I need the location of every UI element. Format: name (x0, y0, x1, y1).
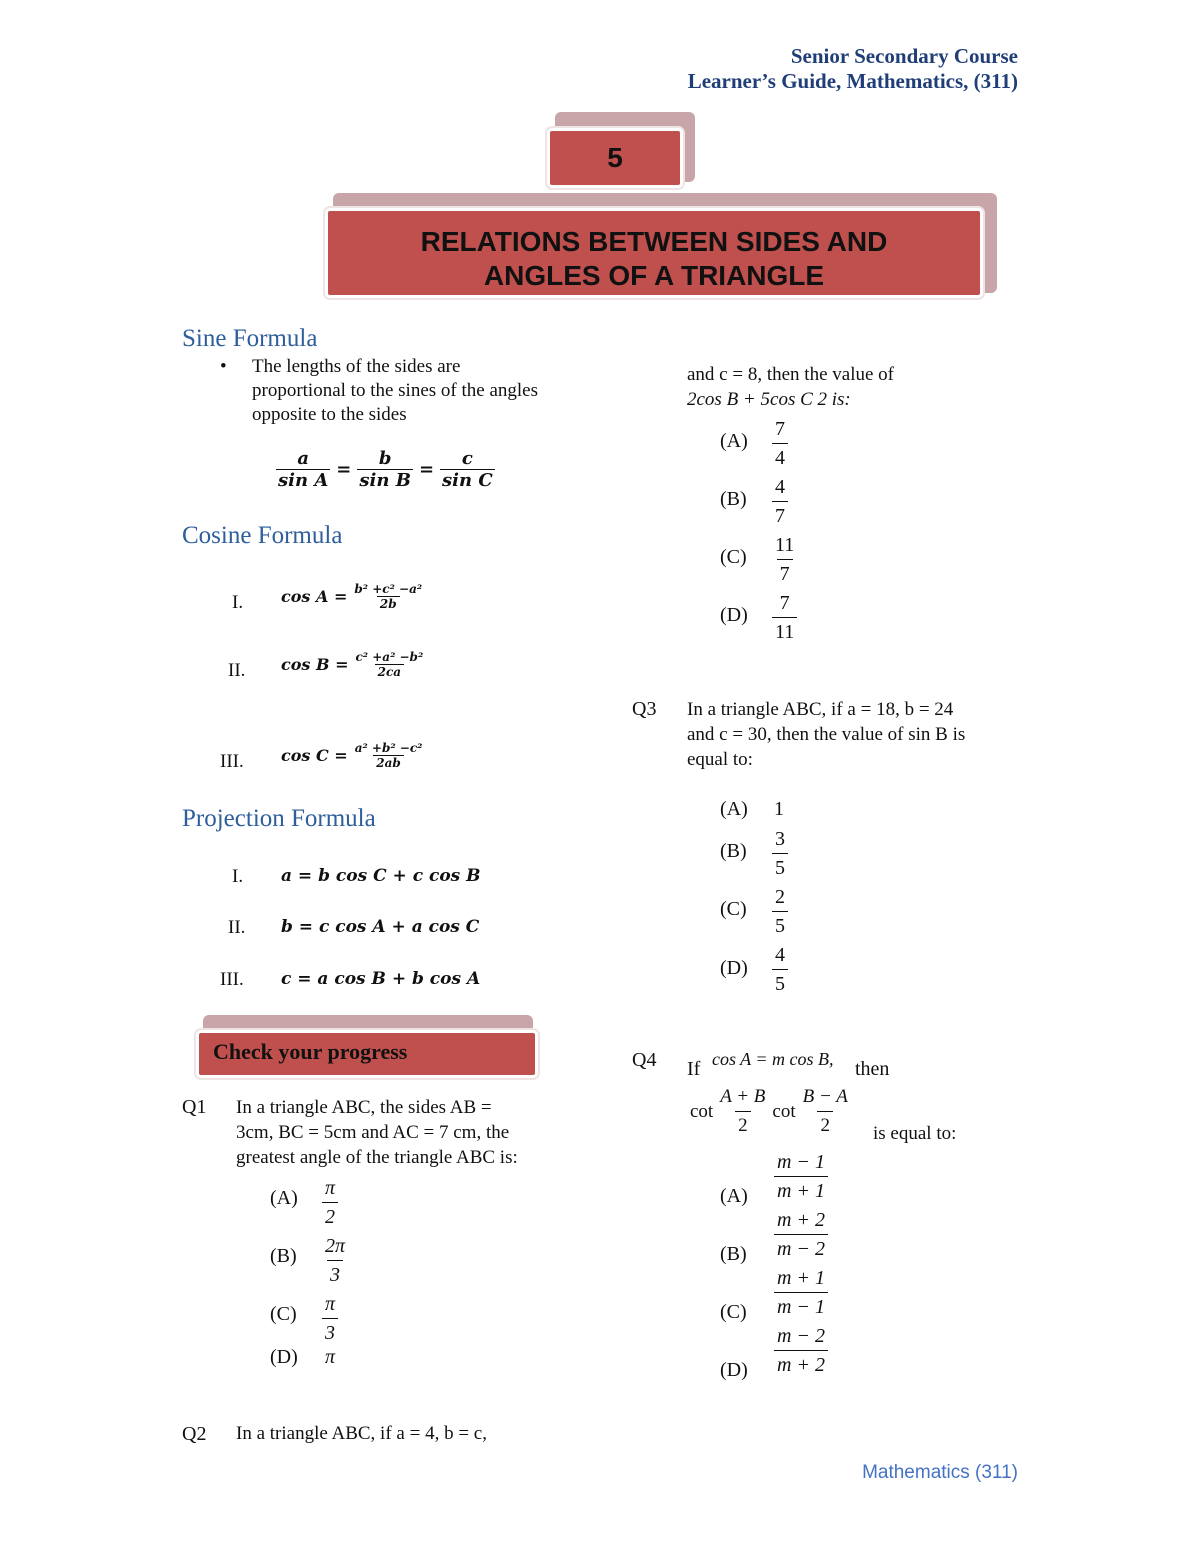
frac-a-sinA (276, 448, 330, 491)
frac-den: m − 2 (774, 1234, 828, 1263)
sine-desc-line1: The lengths of the sides are (252, 356, 461, 377)
frac-den: 5 (772, 911, 788, 940)
cosine-formula-3 (281, 741, 425, 770)
q4-condition: cos A = m cos B, (712, 1049, 834, 1069)
check-progress-label: Check your progress (196, 1030, 538, 1078)
q1-option-b-value[interactable] (322, 1232, 348, 1289)
frac-den: 2b (377, 596, 400, 611)
cosine-frac (353, 650, 427, 679)
sine-desc-line3: opposite to the sides (252, 404, 407, 425)
frac-b-sinB (357, 448, 413, 491)
q2-option-b-value[interactable] (772, 473, 788, 530)
frac-den: 11 (772, 617, 797, 646)
frac-num: c² +a² −b² (355, 650, 424, 664)
course-title: Senior Secondary Course (790, 44, 1018, 68)
q4-tail: is equal to: (873, 1123, 957, 1144)
equals-sign: = (336, 459, 352, 480)
chapter-title (325, 208, 983, 298)
frac-den: 2 (735, 1111, 751, 1140)
frac-num: 4 (775, 944, 785, 966)
cosine-lhs: cos A = (281, 587, 348, 606)
q2-number: Q2 (182, 1423, 207, 1445)
q4-option-d-value[interactable] (774, 1322, 828, 1379)
projection-heading: Projection Formula (182, 805, 376, 832)
cosine-lhs: cos C = (281, 746, 348, 765)
frac-den: 3 (327, 1260, 343, 1289)
q2-option-b-label[interactable]: (B) (720, 488, 747, 510)
frac-num: m − 1 (777, 1151, 825, 1173)
q2-option-c-label[interactable]: (C) (720, 546, 747, 568)
frac-den: 3 (322, 1318, 338, 1347)
q4-then: then (855, 1058, 890, 1080)
cosine-num-3: III. (220, 751, 244, 772)
frac-num: 2 (775, 886, 785, 908)
q4-option-b-label[interactable]: (B) (720, 1243, 747, 1265)
page-footer: Mathematics (311) (862, 1462, 1018, 1483)
q1-line1: In a triangle ABC, the sides AB = (236, 1097, 492, 1118)
q3-option-d-value[interactable] (772, 941, 788, 998)
q4-option-a-label[interactable]: (A) (720, 1185, 748, 1207)
frac-den: 7 (772, 501, 788, 530)
frac-num: a (297, 448, 309, 469)
frac-c-sinC (440, 448, 495, 491)
q4-cot-expression (690, 1083, 851, 1140)
q3-text (687, 697, 965, 772)
frac-den: m + 2 (774, 1350, 828, 1379)
frac-num: a² +b² −c² (354, 741, 423, 755)
q2-cont-line1: and c = 8, then the value of (687, 364, 894, 385)
q4-if: If (687, 1058, 701, 1080)
q4-option-b-value[interactable] (774, 1206, 828, 1263)
q1-option-a-label[interactable]: (A) (270, 1187, 298, 1209)
cosine-num-2: II. (228, 660, 246, 681)
q2-line1: In a triangle ABC, if a = 4, b = c, (236, 1423, 487, 1444)
q4-number: Q4 (632, 1049, 657, 1071)
projection-formula-1: a = b cos C + c cos B (281, 866, 481, 886)
frac-den: 4 (772, 443, 788, 472)
q1-option-a-value[interactable] (322, 1174, 338, 1231)
frac-den: m + 1 (774, 1176, 828, 1205)
frac-num: B − A (802, 1086, 848, 1107)
q2-option-a-label[interactable]: (A) (720, 430, 748, 452)
cot-label: cot (690, 1100, 714, 1122)
q4-frac1 (717, 1083, 768, 1140)
q2-option-d-value[interactable] (772, 589, 797, 646)
cosine-lhs: cos B = (281, 655, 349, 674)
frac-den: sin A (278, 470, 329, 491)
frac-num: 11 (775, 534, 795, 556)
q3-option-c-value[interactable] (772, 883, 788, 940)
q3-option-c-label[interactable]: (C) (720, 898, 747, 920)
q1-option-d-label[interactable]: (D) (270, 1346, 298, 1368)
frac-den: 2 (817, 1111, 833, 1140)
frac-den: sin C (442, 470, 493, 491)
sine-desc-line2: proportional to the sines of the angles (252, 380, 538, 401)
q4-option-c-value[interactable] (774, 1264, 828, 1321)
frac-num: m − 2 (777, 1325, 825, 1347)
frac-num: b (378, 448, 392, 469)
sine-formula (276, 448, 495, 491)
q3-option-a-label[interactable]: (A) (720, 798, 748, 820)
sine-description (252, 355, 582, 427)
cosine-formula-2 (281, 650, 426, 679)
projection-formula-3: c = a cos B + b cos A (281, 969, 481, 989)
frac-num: m + 2 (777, 1209, 825, 1231)
frac-den: 5 (772, 969, 788, 998)
q3-line2: and c = 30, then the value of sin B is (687, 724, 966, 745)
q3-option-a-value[interactable]: 1 (774, 798, 784, 820)
cosine-frac (351, 582, 425, 611)
q2-option-d-label[interactable]: (D) (720, 604, 748, 626)
frac-den: 2ca (375, 664, 404, 679)
q4-frac2 (800, 1083, 851, 1140)
frac-num: 4 (775, 476, 785, 498)
q3-option-b-value[interactable] (772, 825, 788, 882)
projection-num-3: III. (220, 969, 244, 990)
q1-text (236, 1095, 518, 1170)
projection-num-1: I. (232, 866, 244, 887)
frac-num: 3 (775, 828, 785, 850)
chapter-title-line1: RELATIONS BETWEEN SIDES AND (420, 226, 888, 257)
q1-option-b-label[interactable]: (B) (270, 1245, 297, 1267)
frac-num: π (325, 1177, 336, 1199)
q1-option-d-value[interactable]: π (325, 1346, 336, 1368)
q1-line3: greatest angle of the triangle ABC is: (236, 1147, 518, 1168)
frac-num: π (325, 1293, 336, 1315)
frac-den: 2ab (373, 755, 404, 770)
q3-line3: equal to: (687, 749, 753, 770)
q1-option-c-label[interactable]: (C) (270, 1303, 297, 1325)
projection-formula-2: b = c cos A + a cos C (281, 917, 480, 937)
cosine-formula-1 (281, 582, 425, 611)
projection-num-2: II. (228, 917, 246, 938)
frac-num: 7 (775, 418, 785, 440)
cosine-frac (352, 741, 426, 770)
frac-den: sin B (359, 470, 411, 491)
chapter-title-line2: ANGLES OF A TRIANGLE (483, 260, 825, 291)
q2-option-a-value[interactable] (772, 415, 788, 472)
frac-den: 5 (772, 853, 788, 882)
sine-heading: Sine Formula (182, 325, 318, 352)
frac-num: 7 (779, 592, 790, 614)
q1-number: Q1 (182, 1096, 207, 1118)
q4-option-c-label[interactable]: (C) (720, 1301, 747, 1323)
q3-option-b-label[interactable]: (B) (720, 840, 747, 862)
frac-num: A + B (720, 1086, 766, 1107)
bullet-icon: • (220, 356, 227, 377)
frac-den: 2 (322, 1202, 338, 1231)
frac-num: c (461, 448, 473, 469)
frac-den: 7 (777, 559, 793, 588)
q1-line2: 3cm, BC = 5cm and AC = 7 cm, the (236, 1122, 510, 1143)
equals-sign: = (418, 459, 435, 480)
q1-option-c-value[interactable] (322, 1290, 338, 1347)
q3-option-d-label[interactable]: (D) (720, 957, 748, 979)
cot-label: cot (772, 1100, 796, 1122)
guide-title: Learner’s Guide, Mathematics, (311) (687, 69, 1018, 93)
q2-cont-line2: 2cos B + 5cos C 2 is: (687, 389, 851, 410)
cosine-num-1: I. (232, 592, 244, 613)
q3-line1: In a triangle ABC, if a = 18, b = 24 (687, 699, 954, 720)
frac-num: b² +c² −a² (354, 582, 423, 596)
q3-number: Q3 (632, 698, 657, 720)
q2-continuation (687, 362, 894, 412)
q2-option-c-value[interactable] (772, 531, 797, 588)
frac-den: m − 1 (774, 1292, 828, 1321)
q4-option-a-value[interactable] (774, 1148, 828, 1205)
chapter-number: 5 (547, 128, 683, 188)
frac-num: 2π (325, 1235, 346, 1257)
frac-num: m + 1 (777, 1267, 825, 1289)
q4-option-d-label[interactable]: (D) (720, 1359, 748, 1381)
cosine-heading: Cosine Formula (182, 522, 343, 549)
